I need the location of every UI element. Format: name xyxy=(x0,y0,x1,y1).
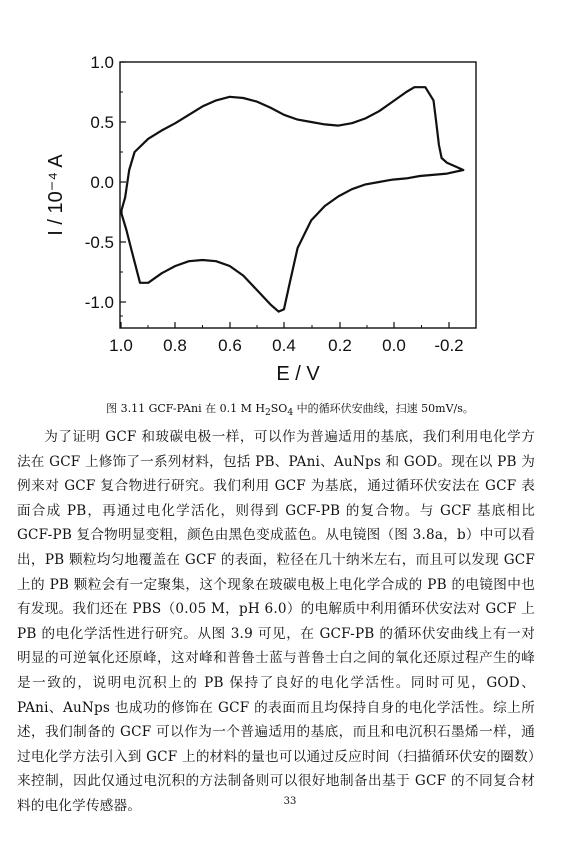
y-tick-label: 0.0 xyxy=(90,173,114,192)
x-tick-label: 0.8 xyxy=(163,336,187,355)
y-axis-label: I / 10⁻⁴ A xyxy=(45,154,67,236)
page-number: 33 xyxy=(283,796,297,807)
y-tick-label: -0.5 xyxy=(84,233,114,252)
figure-caption: 图 3.11 GCF-PAni 在 0.1 M $H_2SO_4$ 中的循环伏安曲线，扫速 50mV/s。 xyxy=(106,402,474,419)
x-tick-label: 0.0 xyxy=(382,336,406,355)
cv-curve-line xyxy=(121,87,463,311)
x-tick-label: 0.2 xyxy=(328,336,352,355)
x-tick-label: -0.2 xyxy=(434,336,464,355)
axes xyxy=(85,53,464,355)
x-axis-label: E / V xyxy=(276,363,320,385)
y-tick-label: 0.5 xyxy=(90,113,114,132)
body-paragraph: 为了证明 GCF 和玻碳电极一样，可以作为普遍适用的基底，我们利用电化学方法在 GCF 上修饰了一系列材料，包括 PB、PAni、AuNps 和 GOD。现在以 PB 为例来对 GCF 复合物进行研究。我们利用 GCF 为基底，通过循环伏安法在 GCF 表面合成 PB，再通过电化学活化，则得到 GCF-PB 的复合物。与 GCF 基底相比 GCF-PB 复合物明显变粗，颜色由黑色变成蓝色。从电镜图（图 3.8a，b）中可以看出，PB 颗粒均匀地覆盖在 GCF 的表面，粒径在几十纳米左右，而且可以发现 GCF 上的 PB 颗粒会有一定聚集，这个现象在玻碳电极上电化学合成的 PB 的电镜图中也有发现。我们还在 PBS（0.05 M，pH 6.0）的电解质中利用循环伏安法对 GCF 上 PB 的电化学活性进行研究。从图 3.9 可见，在 GCF-PB 的循环伏安曲线上有一对明显的可逆氧化还原峰，这对峰和普鲁士蓝与普鲁士白之间的氧化还原过程产生的峰是一致的，说明电沉积上的 PB 保持了良好的电化学活性。同时可见，GOD、PAni、AuNps 也成功的修饰在 GCF 的表面而且均保持自身的电化学活性。综上所述，我们制备的 GCF 可以作为一个普遍适用的基底，而且和电沉积石墨烯一样，通过电化学方法引入到 GCF 上的材料的量也可以通过反应时间（扫描循环伏安的圈数）来控制，因此仅通过电沉积的方法制备则可以很好地制备出基于 GCF 的不同复合材料的电化学传感器。 xyxy=(17,429,535,814)
body-text xyxy=(17,425,535,819)
cv-curve-figure xyxy=(0,0,580,400)
x-tick-label: 0.4 xyxy=(272,336,296,355)
plot-frame xyxy=(120,62,476,328)
x-tick-label: 1.0 xyxy=(109,336,133,355)
x-tick-label: 0.6 xyxy=(218,336,242,355)
y-tick-label: -1.0 xyxy=(84,293,114,312)
y-tick-label: 1.0 xyxy=(90,53,114,72)
